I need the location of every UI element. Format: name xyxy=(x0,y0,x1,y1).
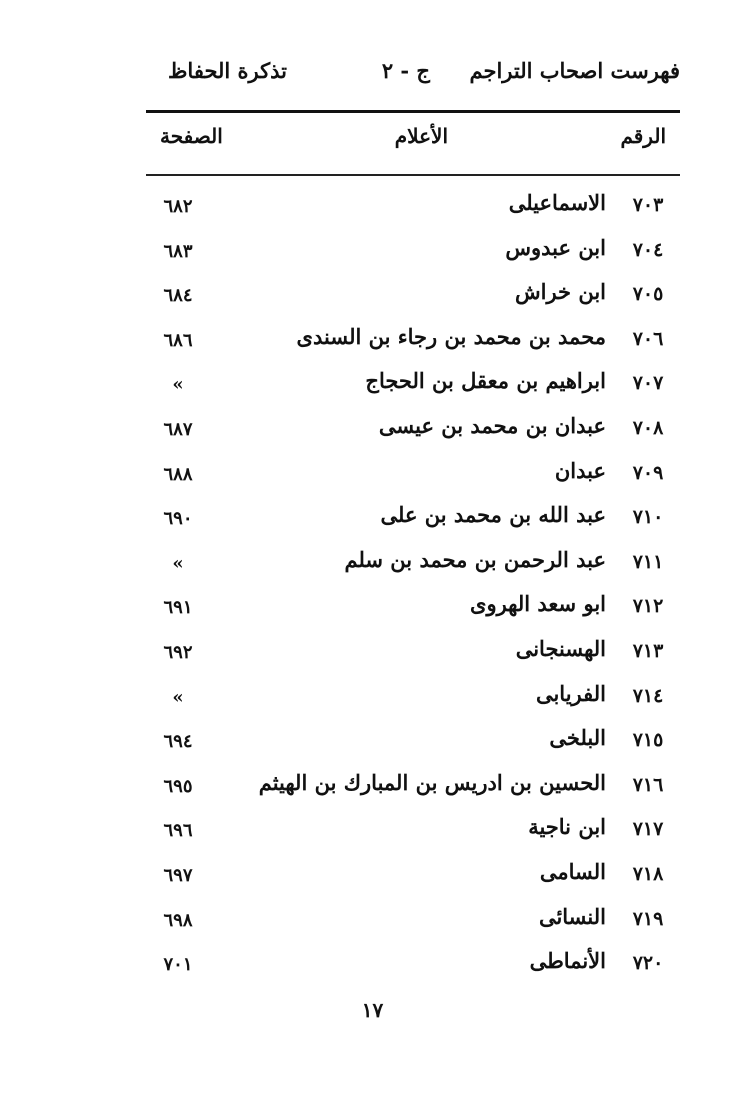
entry-number: ٧٠٣ xyxy=(632,194,664,216)
index-row xyxy=(148,812,680,857)
entry-number: ٧٠٧ xyxy=(632,372,664,395)
entry-page: ٦٨٢ xyxy=(163,196,193,217)
entry-name: ابراهيم بن معقل بن الحجاج xyxy=(365,368,606,394)
entry-name: الفريابى xyxy=(535,680,606,706)
entry-number: ٧٠٩ xyxy=(632,461,664,484)
entry-page: ٦٩٧ xyxy=(163,864,193,886)
column-header-number: الرقم xyxy=(620,124,666,148)
entry-name: ابن خراش xyxy=(514,279,606,305)
column-header-rule xyxy=(146,174,680,176)
index-row xyxy=(148,366,680,411)
entry-number: ٧١٧ xyxy=(632,818,664,841)
entry-page: ٦٩١ xyxy=(163,597,193,619)
entry-name: ابن عبدوس xyxy=(505,234,606,260)
header-rule xyxy=(146,110,680,113)
entry-number: ٧١٥ xyxy=(632,729,664,752)
index-list xyxy=(148,188,680,991)
entry-number: ٧٠٤ xyxy=(632,238,664,261)
entry-name: عبد الله بن محمد بن على xyxy=(380,502,606,528)
entry-name: ابن ناجية xyxy=(528,814,606,840)
running-head-book-title: تذكرة الحفاظ xyxy=(168,58,287,83)
entry-number: ٧٠٥ xyxy=(632,283,664,306)
index-row xyxy=(148,634,680,679)
entry-number: ٧١٦ xyxy=(632,773,664,796)
index-row xyxy=(148,411,680,456)
column-header-names: الأعلام xyxy=(394,124,448,148)
running-head-index-title: فهرست اصحاب التراجم xyxy=(469,58,680,83)
index-row xyxy=(148,946,680,991)
entry-name: البلخى xyxy=(549,725,606,751)
entry-page: » xyxy=(172,686,184,708)
entry-page: ٦٨٣ xyxy=(163,240,193,262)
entry-name: عبد الرحمن بن محمد بن سلم xyxy=(344,546,606,572)
index-row xyxy=(148,723,680,768)
entry-name: عبدان xyxy=(554,457,606,483)
entry-name: عبدان بن محمد بن عيسى xyxy=(378,412,606,438)
entry-page: ٦٩٤ xyxy=(163,731,193,753)
entry-name: الأنماطى xyxy=(529,948,606,974)
entry-number: ٧٠٦ xyxy=(632,327,664,350)
running-head xyxy=(148,58,680,94)
entry-number: ٧١٤ xyxy=(632,684,664,707)
index-row xyxy=(148,233,680,278)
entry-page: ٦٨٨ xyxy=(163,463,193,485)
entry-name: محمد بن محمد بن رجاء بن السندى xyxy=(296,323,606,349)
entry-number: ٧٢٠ xyxy=(632,952,664,975)
entry-name: الهسنجانى xyxy=(515,635,606,661)
index-row xyxy=(148,500,680,545)
entry-page: ٦٩٨ xyxy=(163,909,193,931)
entry-page: ٦٩٢ xyxy=(163,641,193,663)
entry-page: ٧٠١ xyxy=(163,954,193,976)
entry-name: السامى xyxy=(539,858,606,884)
index-row xyxy=(148,589,680,634)
index-row xyxy=(148,188,680,233)
entry-name: الحسين بن ادريس بن المبارك بن الهيثم xyxy=(258,769,606,795)
index-row xyxy=(148,545,680,590)
column-header-page: الصفحة xyxy=(160,124,223,148)
entry-number: ٧١٠ xyxy=(632,506,664,529)
entry-page: ٦٩٥ xyxy=(163,775,193,797)
entry-page: ٦٩٠ xyxy=(163,508,193,530)
entry-number: ٧١٩ xyxy=(632,907,664,930)
entry-page: ٦٩٦ xyxy=(163,820,193,842)
index-row xyxy=(148,277,680,322)
entry-number: ٧١٨ xyxy=(632,862,664,885)
index-row xyxy=(148,679,680,724)
entry-name: النسائى xyxy=(538,903,606,929)
entry-page: ٦٨٧ xyxy=(163,418,193,440)
index-row xyxy=(148,857,680,902)
entry-page: » xyxy=(172,552,184,574)
index-row xyxy=(148,902,680,947)
entry-number: ٧٠٨ xyxy=(632,416,664,439)
entry-number: ٧١٣ xyxy=(632,639,664,662)
entry-page: » xyxy=(172,374,184,396)
entry-page: ٦٨٤ xyxy=(163,285,193,307)
index-row xyxy=(148,456,680,501)
index-row xyxy=(148,322,680,367)
column-headers xyxy=(148,124,680,158)
page-number: ١٧ xyxy=(361,998,384,1022)
entry-number: ٧١١ xyxy=(632,550,664,573)
entry-page: ٦٨٦ xyxy=(163,329,193,351)
index-row xyxy=(148,768,680,813)
entry-number: ٧١٢ xyxy=(632,595,664,618)
entry-name: ابو سعد الهروى xyxy=(470,591,606,617)
entry-name: الاسماعيلى xyxy=(508,190,606,215)
running-head-volume: ج - ٢ xyxy=(381,58,430,83)
